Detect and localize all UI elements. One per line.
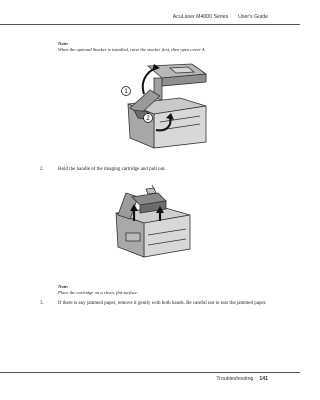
printer-cover-open-illustration bbox=[110, 60, 220, 150]
step-2-number: 2. bbox=[40, 167, 44, 172]
running-footer bbox=[216, 376, 268, 382]
running-header bbox=[173, 14, 268, 20]
step-3-number: 3. bbox=[40, 301, 44, 306]
step-3-text: If there is any jammed paper, remove it gently with both hands. Be careful not to tear the jammed paper. bbox=[58, 301, 267, 306]
footer-section: Troubleshooting bbox=[216, 376, 254, 382]
note-label: Note: bbox=[58, 41, 69, 46]
note-text: When the optional Stacker is installed, raise the stacker first, then open cover A. bbox=[58, 47, 206, 52]
header-product: AcuLaser M4000 Series bbox=[172, 14, 229, 20]
note-label: Note: bbox=[58, 284, 69, 289]
page-number: 141 bbox=[259, 376, 268, 382]
note-cartridge bbox=[58, 284, 138, 296]
step-2-text: Hold the handle of the imaging cartridge and pull out. bbox=[58, 167, 166, 172]
note-stacker bbox=[58, 41, 206, 53]
header-divider bbox=[0, 24, 300, 25]
header-guide: User's Guide bbox=[238, 14, 268, 20]
callout-1: 1 bbox=[124, 89, 128, 96]
footer-divider bbox=[0, 372, 300, 373]
callout-2: 2 bbox=[146, 116, 150, 123]
cartridge-removal-illustration bbox=[108, 183, 198, 261]
note-text: Place the cartridge on a clean, flat surface. bbox=[58, 290, 138, 295]
